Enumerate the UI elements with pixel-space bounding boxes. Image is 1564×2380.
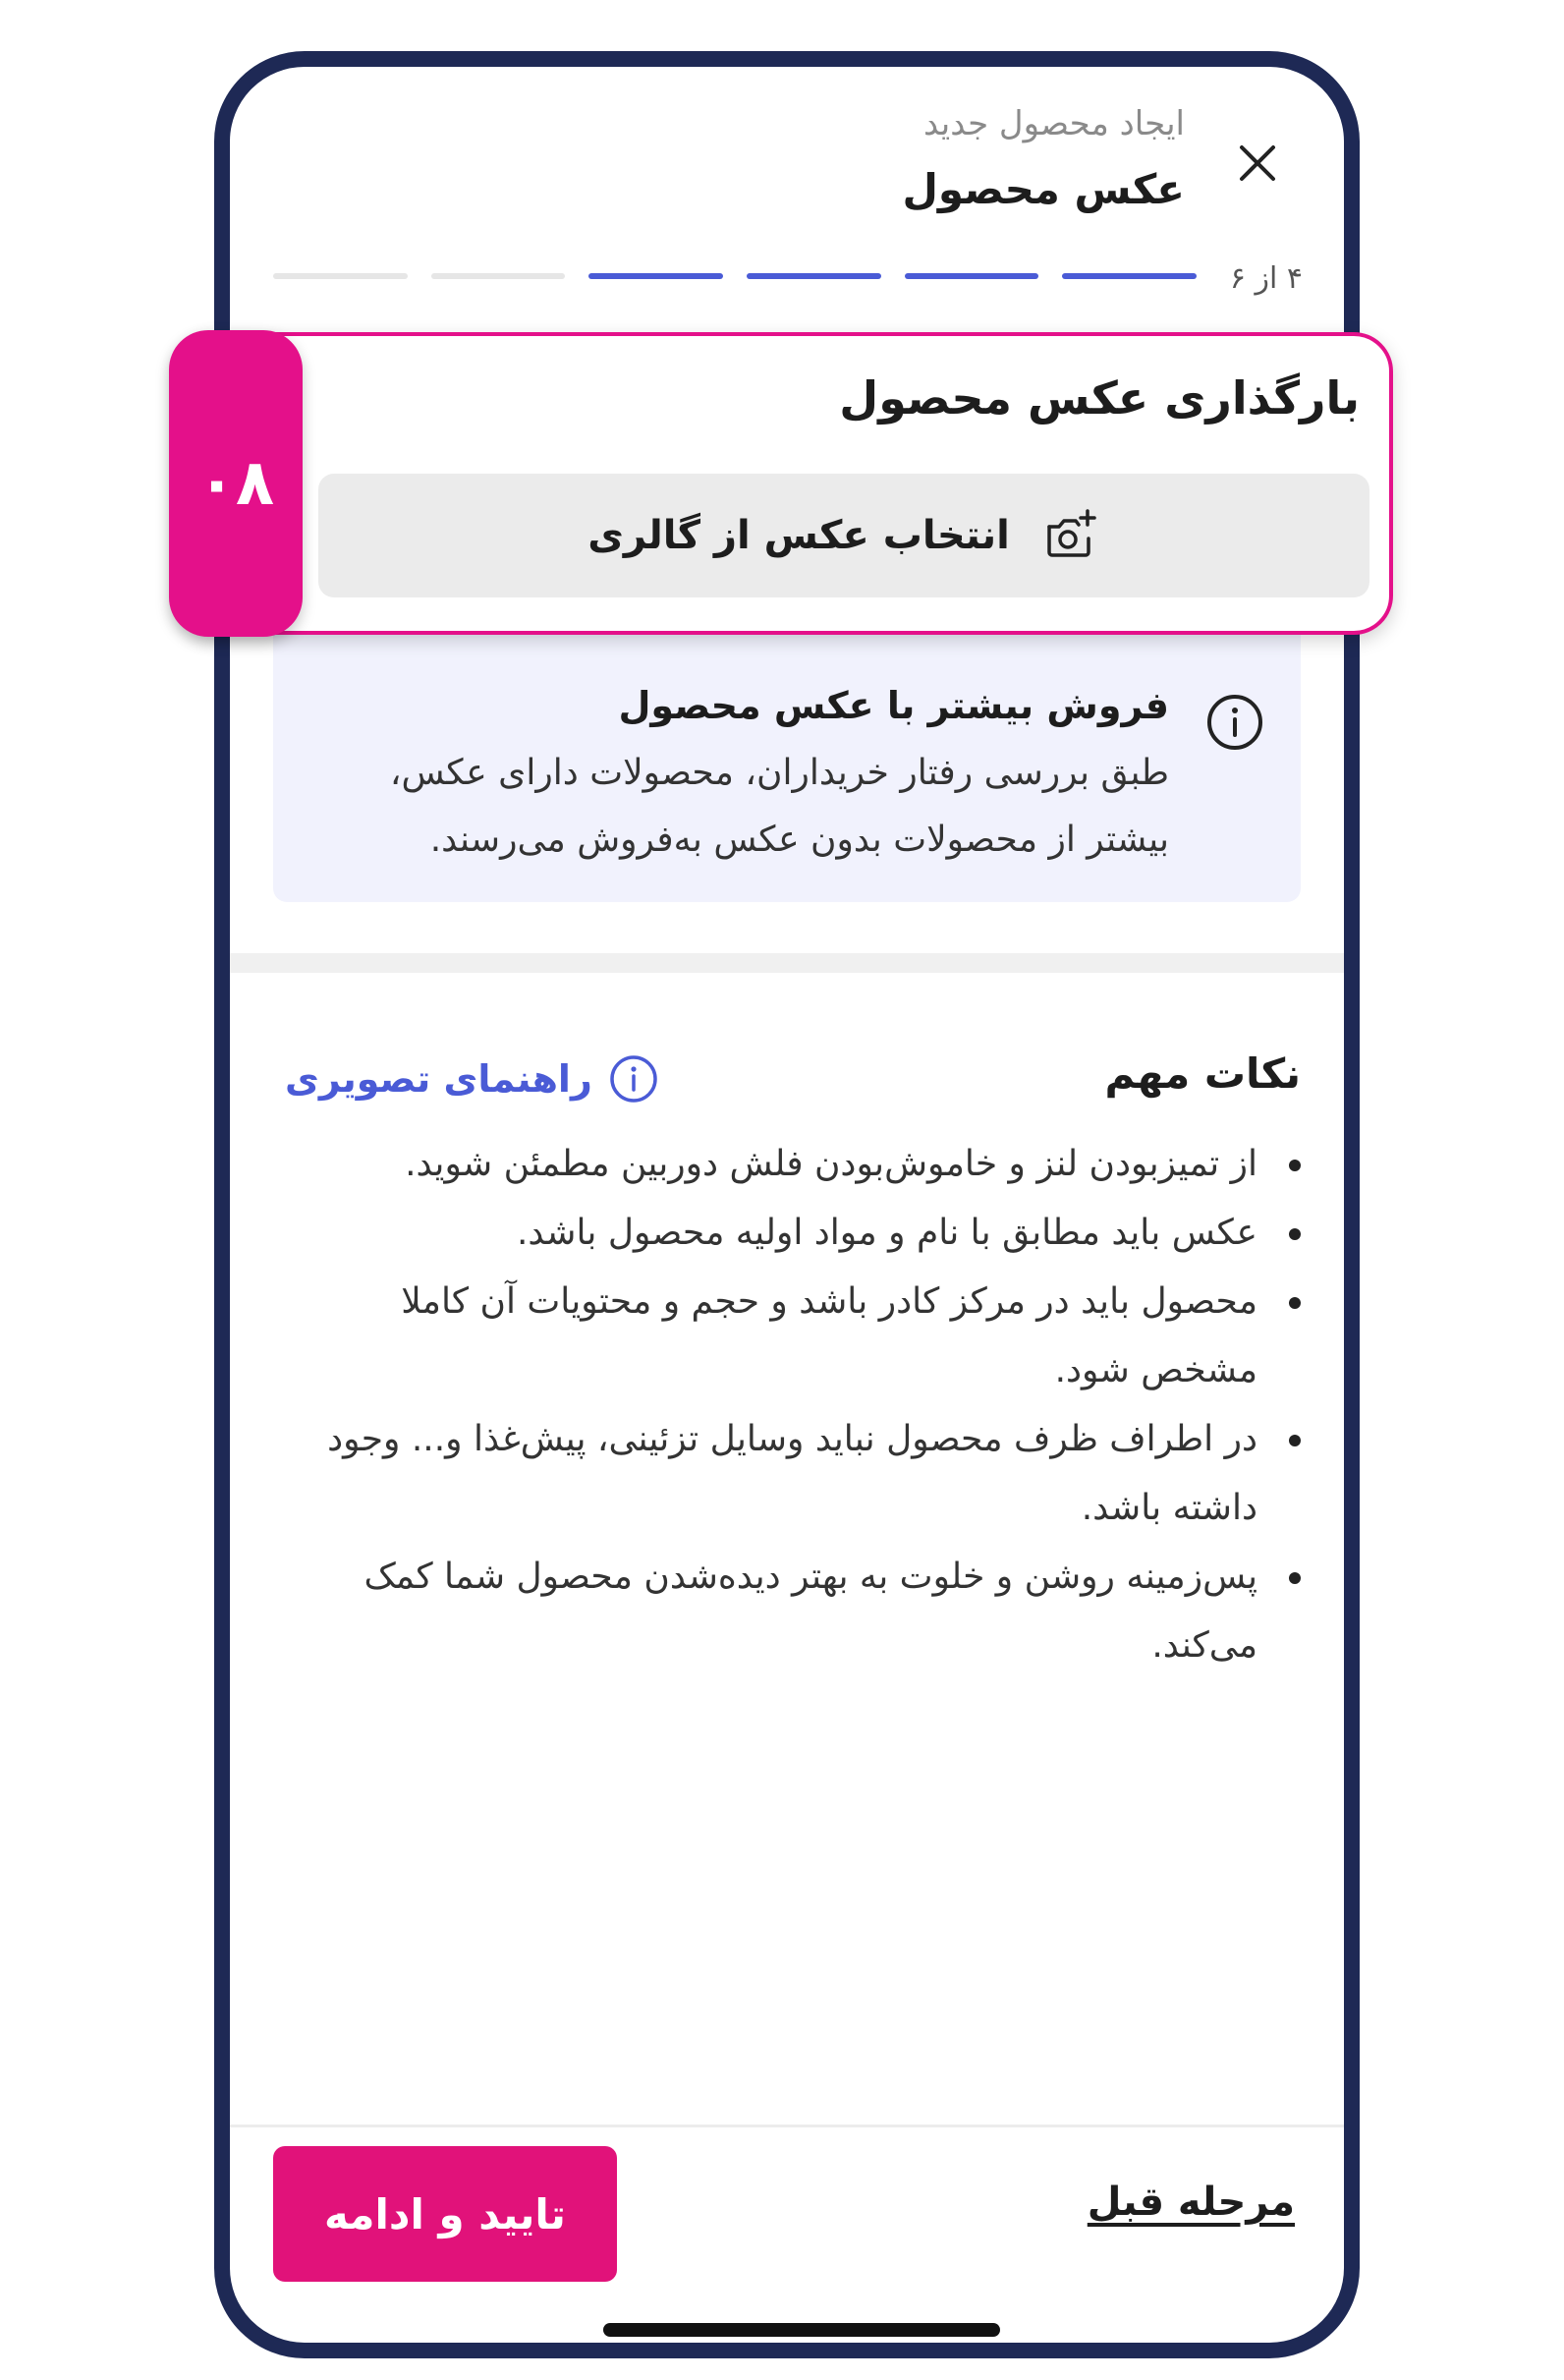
info-box xyxy=(273,597,1301,902)
upload-title: بارگذاری عکس محصول xyxy=(839,371,1360,425)
footer-divider xyxy=(230,2125,1344,2127)
tip-item: در اطراف ظرف محصول نباید وسایل تزئینی، پیش‌غذا و... وجود داشته باشد. xyxy=(289,1405,1301,1543)
step-number-badge xyxy=(169,330,303,637)
tip-item: عکس باید مطابق با نام و مواد اولیه محصول باشد. xyxy=(289,1199,1301,1268)
visual-guide-label: راهنمای تصویری xyxy=(285,1057,592,1101)
camera-plus-icon xyxy=(1039,505,1100,566)
close-icon xyxy=(1230,136,1285,191)
confirm-button-label: تایید و ادامه xyxy=(324,2189,566,2238)
info-text-line: بیشتر از محصولات بدون عکس به‌فروش می‌رسند. xyxy=(429,820,1169,860)
home-indicator xyxy=(603,2323,1000,2337)
previous-step-link[interactable]: مرحله قبل xyxy=(1087,2180,1295,2225)
info-title: فروش بیشتر با عکس محصول xyxy=(618,684,1169,727)
progress-segment xyxy=(747,273,881,279)
tips-list xyxy=(289,1130,1301,1680)
close-button[interactable] xyxy=(1230,136,1285,191)
page-title: عکس محصول xyxy=(902,165,1185,213)
step-progress-bar xyxy=(273,273,1197,279)
gallery-button-label: انتخاب عکس از گالری xyxy=(587,513,1010,558)
select-from-gallery-button[interactable] xyxy=(318,474,1369,597)
info-icon xyxy=(1204,692,1265,753)
tip-item: محصول باید در مرکز کادر باشد و حجم و محتویات آن کاملا مشخص شود. xyxy=(289,1268,1301,1405)
header-subtitle: ایجاد محصول جدید xyxy=(922,104,1185,143)
progress-segment xyxy=(1062,273,1197,279)
confirm-continue-button[interactable] xyxy=(273,2146,617,2282)
step-counter: ۴ از ۶ xyxy=(1229,261,1303,296)
info-icon xyxy=(608,1053,659,1105)
tips-title: نکات مهم xyxy=(1104,1049,1301,1098)
progress-segment xyxy=(431,273,566,279)
progress-segment xyxy=(905,273,1039,279)
progress-segment xyxy=(273,273,408,279)
step-number-label: ۰۸ xyxy=(196,447,275,520)
upload-photo-callout xyxy=(177,332,1393,635)
info-text-line: طبق بررسی رفتار خریداران، محصولات دارای عکس، xyxy=(389,753,1169,793)
tip-item: از تمیزبودن لنز و خاموش‌بودن فلش دوربین مطمئن شوید. xyxy=(289,1130,1301,1199)
visual-guide-link[interactable] xyxy=(285,1049,659,1108)
tip-item: پس‌زمینه روشن و خلوت به بهتر دیده‌شدن محصول شما کمک می‌کند. xyxy=(289,1543,1301,1680)
section-divider xyxy=(230,953,1344,973)
progress-segment xyxy=(588,273,723,279)
